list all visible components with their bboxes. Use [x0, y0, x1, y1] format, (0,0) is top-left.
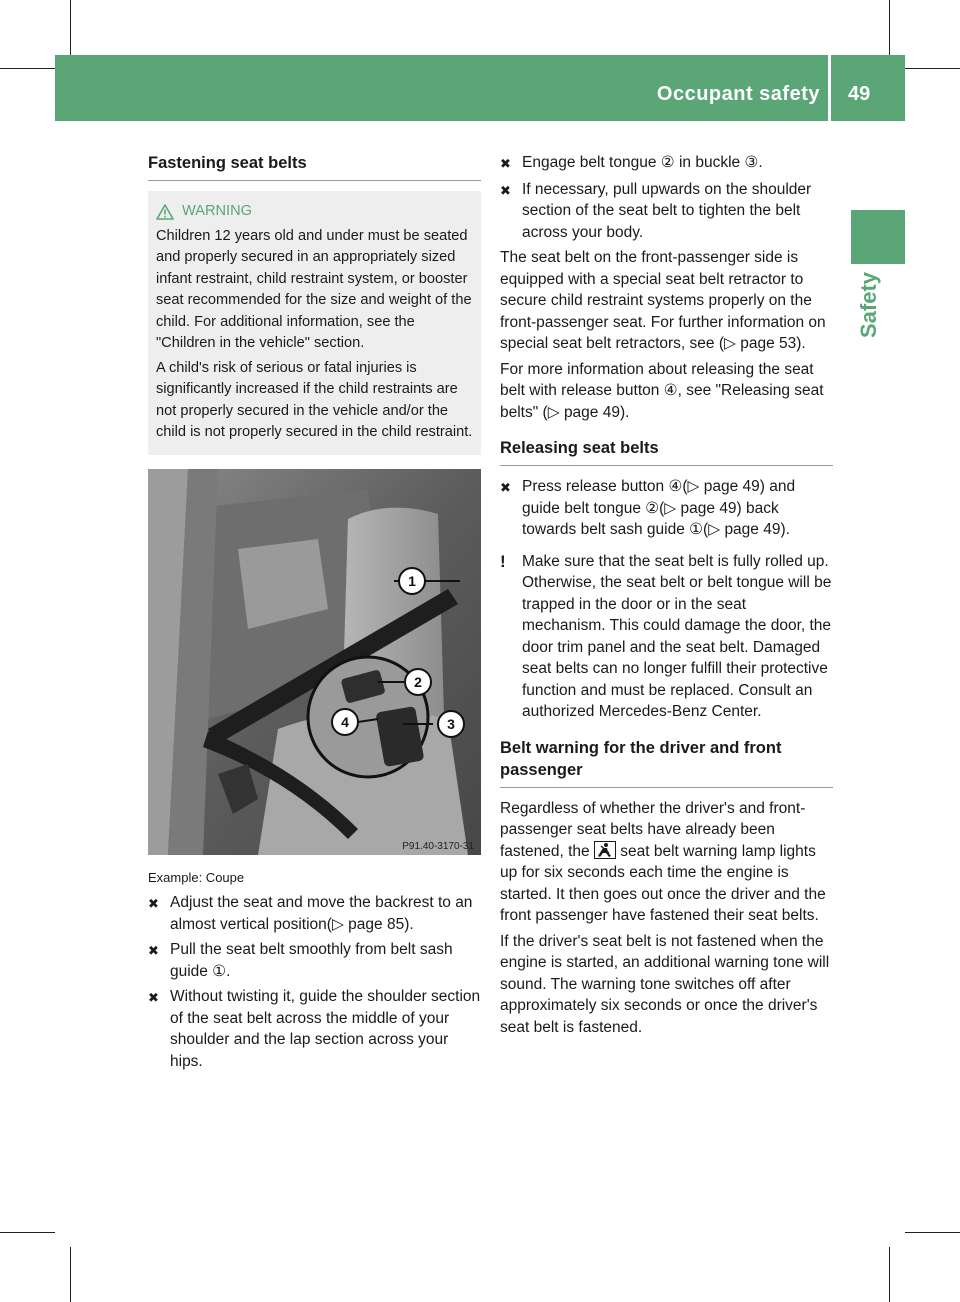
seat-belt-warning-lamp-icon — [594, 841, 616, 859]
warning-text: A child's risk of serious or fatal injuries is significantly increased if the child restraints are not properly secured in the vehicle and/or the child is not properly secured in the child restraint. — [156, 359, 473, 440]
callout-4 — [332, 709, 358, 735]
svg-text:1: 1 — [408, 572, 416, 589]
crop-mark — [889, 0, 890, 55]
instruction-step: ✖ Pull the seat belt smoothly from belt sash guide ①. — [148, 939, 481, 982]
crop-mark — [0, 68, 55, 69]
callout-3 — [438, 711, 464, 737]
heading-releasing-seat-belts: Releasing seat belts — [500, 437, 833, 466]
step-arrow-icon: ✖ — [148, 943, 159, 958]
body-paragraph: The seat belt on the front-passenger side is equipped with a special seat belt retractor to secure child restraint systems properly on the front-passenger seat. For further information on special seat belt retractors, see (▷ page 53). — [500, 249, 826, 352]
body-paragraph: For more information about releasing the seat belt with release button ④, see "Releasing seat belts" (▷ page 49). — [500, 360, 824, 421]
heading-fastening-seat-belts: Fastening seat belts — [148, 152, 481, 181]
warning-box — [148, 191, 481, 455]
side-tab-label: Safety — [856, 271, 881, 338]
side-tab-marker — [851, 210, 905, 264]
svg-text:2: 2 — [414, 673, 422, 690]
page-number: 49 — [848, 83, 871, 105]
warning-triangle-icon — [156, 204, 174, 220]
figure-caption: Example: Coupe — [148, 869, 245, 885]
body-paragraph: Regardless of whether the driver's and front-passenger seat belts have already been fastened, the seat belt warning lamp lights up for six seconds each time the engine is started. It then goes out once the driver and the front passenger have fastened their seat belts. — [500, 799, 826, 924]
instruction-step: ✖ Without twisting it, guide the shoulder section of the seat belt across the middle of your shoulder and the lap section across your hips. — [148, 986, 481, 1072]
crop-mark — [889, 1247, 890, 1302]
section-title: Occupant safety — [656, 83, 820, 105]
caution-note: ! Make sure that the seat belt is fully rolled up. Otherwise, the seat belt or belt tongue will be trapped in the door or in the seat mechanism. This could damage the door, the door trim panel and the seat belt. Damaged seat belts can no longer fulfill their protective function and must be replaced. Consult an authorized Mercedes-Benz Center. — [500, 551, 833, 723]
image-code: P91.40-3170-31 — [402, 840, 474, 852]
instruction-step: ✖ Adjust the seat and move the backrest to an almost vertical position(▷ page 85). — [148, 892, 481, 935]
crop-mark — [70, 0, 71, 55]
crop-mark — [905, 1232, 960, 1233]
step-arrow-icon: ✖ — [500, 182, 511, 198]
crop-mark — [70, 1247, 71, 1302]
left-column — [148, 152, 481, 1072]
warning-label: WARNING — [182, 203, 252, 219]
instruction-step: ✖ Engage belt tongue ② in buckle ③. — [500, 152, 833, 175]
body-paragraph: If the driver's seat belt is not fastened when the engine is started, an additional warning tone will sound. The warning tone switches off after approximately six seconds or once the driver's seat belt is fastened. — [500, 932, 830, 1036]
callout-1 — [399, 568, 425, 594]
instruction-step: ✖ If necessary, pull upwards on the shoulder section of the seat belt to tighten the belt across your body. — [500, 179, 833, 244]
exclamation-icon: ! — [500, 551, 506, 571]
step-arrow-icon: ✖ — [148, 990, 159, 1005]
svg-text:3: 3 — [447, 715, 455, 732]
header-divider — [828, 55, 831, 121]
step-arrow-icon: ✖ — [500, 480, 511, 495]
seat-belt-figure — [148, 469, 481, 855]
right-column — [500, 152, 833, 1038]
step-arrow-icon: ✖ — [148, 896, 159, 911]
warning-text: Children 12 years old and under must be seated and properly secured in an appropriately sized infant restraint, child restraint system, or booster seat recommended for the size and weight of the child. For additional information, see the "Children in the vehicle" section. — [156, 227, 472, 351]
crop-mark — [0, 1232, 55, 1233]
crop-mark — [905, 68, 960, 69]
instruction-step: ✖ Press release button ④(▷ page 49) and guide belt tongue ②(▷ page 49) back towards belt sash guide ①(▷ page 49). — [500, 476, 833, 541]
svg-text:4: 4 — [341, 713, 349, 730]
heading-belt-warning: Belt warning for the driver and front passenger — [500, 737, 833, 788]
seat-belt-illustration — [148, 469, 481, 855]
step-arrow-icon: ✖ — [500, 156, 511, 171]
callout-2 — [405, 669, 431, 695]
